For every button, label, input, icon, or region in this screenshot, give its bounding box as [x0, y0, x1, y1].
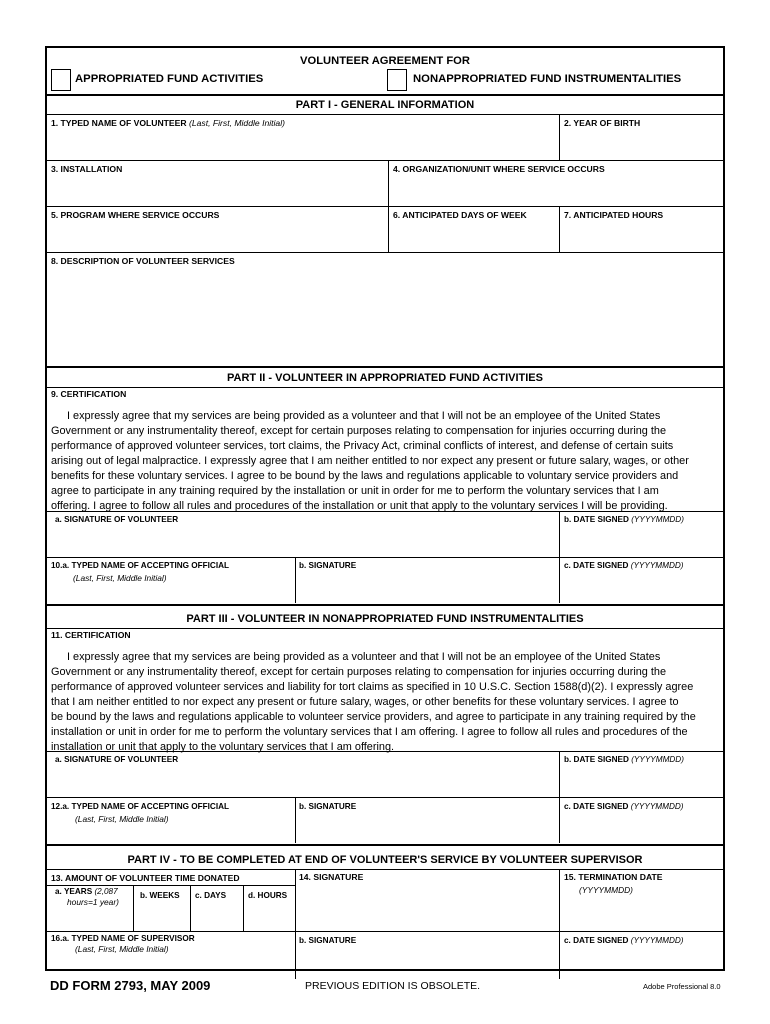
volunteer-name-label: 1. TYPED NAME OF VOLUNTEER (Last, First, Middle Initial) [51, 118, 285, 128]
software-note: Adobe Professional 8.0 [643, 982, 721, 991]
part3-heading: PART III - VOLUNTEER IN NONAPPROPRIATED FUND INSTRUMENTALITIES [186, 613, 584, 625]
supervisor-date-signed-label: c. DATE SIGNED (YYYYMMDD) [564, 936, 684, 945]
weeks-donated-label: b. WEEKS [140, 891, 180, 900]
divider [47, 366, 723, 368]
anticipated-days-label: 6. ANTICIPATED DAYS OF WEEK [393, 210, 527, 220]
nonappropriated-fund-option-label: NONAPPROPRIATED FUND INSTRUMENTALITIES [413, 73, 682, 85]
part4-heading: PART IV - TO BE COMPLETED AT END OF VOLUNTEER'S SERVICE BY VOLUNTEER SUPERVISOR [127, 854, 643, 866]
accepting-official-date-label: c. DATE SIGNED (YYYYMMDD) [564, 561, 684, 570]
part1-heading: PART I - GENERAL INFORMATION [295, 99, 475, 111]
nafi-accepting-official-signature-label: b. SIGNATURE [299, 802, 357, 811]
divider [47, 844, 723, 846]
appropriated-fund-checkbox[interactable] [51, 69, 71, 91]
certification-9-text: I expressly agree that my services are being provided as a volunteer and that I will not be an employee of the United States Government or any instrumentality thereof, except for certain purposes relating to compensation for injuries occurring during the performance of approved volunteer services, tort claims, the Privacy Act, criminal conflicts of interest, and defense of certain suits arising out of legal malpractice. I expressly agree that I am neither entitled to nor expect any present or future salary, wages, or other benefits for these voluntary services. I agree to be bound by the laws and regulations applicable to voluntary service providers and agree to participate in any training required by the installation or unit in order for me to perform the voluntary services that I am offering. I agree to follow all rules and procedures of the installation or unit that apply to the voluntary services I will be providing. [51, 410, 689, 512]
appropriated-fund-option-label: APPROPRIATED FUND ACTIVITIES [75, 73, 264, 85]
part2-heading: PART II - VOLUNTEER IN APPROPRIATED FUND ACTIVITIES [227, 372, 543, 384]
nafi-accepting-official-name-label: 12.a. TYPED NAME OF ACCEPTING OFFICIAL [51, 802, 230, 811]
supervisor-name-label: 16.a. TYPED NAME OF SUPERVISOR [51, 934, 195, 943]
certification-11-label: 11. CERTIFICATION [51, 630, 131, 640]
days-donated-label: c. DAYS [195, 891, 227, 900]
volunteer-date-signed-label: b. DATE SIGNED (YYYYMMDD) [564, 515, 684, 524]
nafi-accepting-official-name-hint: (Last, First, Middle Initial) [75, 814, 169, 824]
years-donated-hint: hours=1 year) [67, 897, 119, 907]
accepting-official-name-label: 10.a. TYPED NAME OF ACCEPTING OFFICIAL [51, 561, 230, 570]
divider [47, 628, 723, 629]
installation-label: 3. INSTALLATION [51, 164, 123, 174]
years-donated-label: a. YEARS (2,087 [55, 887, 118, 896]
volunteer-services-description-label: 8. DESCRIPTION OF VOLUNTEER SERVICES [51, 256, 235, 266]
volunteer-signature-label: a. SIGNATURE OF VOLUNTEER [55, 515, 179, 524]
termination-date-hint: (YYYYMMDD) [579, 885, 633, 895]
nafi-volunteer-signature-label: a. SIGNATURE OF VOLUNTEER [55, 755, 179, 764]
certification-9-label: 9. CERTIFICATION [51, 389, 127, 399]
certification-11-text: I expressly agree that my services are being provided as a volunteer and that I will not be an employee of the United States Government or any instrumentality thereof, except for certain purposes relating to compensation for injuries occurring during the performance of approved volunteer services and liability for tort claims as specified in 10 U.S.C. Section 1588(d)(2). I expressly agree that I am neither entitled to nor expect any present or future salary, wages, or other benefits for these voluntary services. I agree to be bound by the laws and regulations applicable to volunteer service providers, and agree to participate in any training required by the installation or unit in order for me to perform the voluntary services that I am offering. I agree to follow all rules and procedures of the installation or unit that apply to the voluntary services that I am offering. [51, 651, 696, 753]
form-identifier: DD FORM 2793, MAY 2009 [50, 978, 211, 993]
accepting-official-signature-label: b. SIGNATURE [299, 561, 357, 570]
time-donated-label: 13. AMOUNT OF VOLUNTEER TIME DONATED [51, 873, 240, 883]
divider [47, 94, 723, 96]
divider [47, 387, 723, 388]
nafi-volunteer-date-label: b. DATE SIGNED (YYYYMMDD) [564, 755, 684, 764]
edition-note: PREVIOUS EDITION IS OBSOLETE. [305, 980, 481, 992]
form-title: VOLUNTEER AGREEMENT FOR [300, 55, 470, 67]
volunteer-agreement-form [45, 46, 725, 971]
supervisor-name-hint: (Last, First, Middle Initial) [75, 944, 169, 954]
divider [47, 604, 723, 606]
volunteer-services-description-field[interactable] [47, 252, 723, 366]
year-of-birth-label: 2. YEAR OF BIRTH [564, 118, 641, 128]
program-label: 5. PROGRAM WHERE SERVICE OCCURS [51, 210, 220, 220]
hours-donated-label: d. HOURS [248, 891, 288, 900]
anticipated-hours-label: 7. ANTICIPATED HOURS [564, 210, 664, 220]
nonappropriated-fund-checkbox[interactable] [387, 69, 407, 91]
accepting-official-name-hint: (Last, First, Middle Initial) [73, 573, 167, 583]
supervisor-signature-label: 14. SIGNATURE [299, 872, 364, 882]
organization-unit-label: 4. ORGANIZATION/UNIT WHERE SERVICE OCCURS [393, 164, 605, 174]
nafi-accepting-official-date-label: c. DATE SIGNED (YYYYMMDD) [564, 802, 684, 811]
supervisor-final-signature-label: b. SIGNATURE [299, 936, 357, 945]
termination-date-label: 15. TERMINATION DATE [564, 872, 663, 882]
